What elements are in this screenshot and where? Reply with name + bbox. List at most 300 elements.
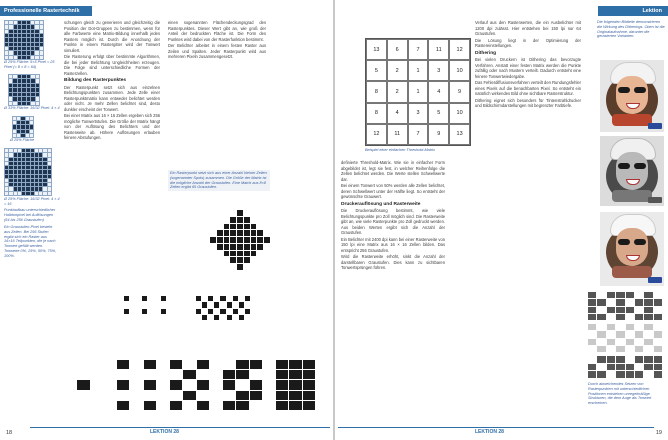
pattern-cell	[230, 251, 236, 257]
pattern-cell	[245, 296, 250, 301]
pattern-cell	[263, 360, 275, 369]
pattern-cell	[210, 370, 222, 379]
swatch-cell	[626, 292, 634, 298]
pattern-cell	[117, 401, 129, 410]
dot-cell	[26, 187, 29, 190]
left-page-number: 18	[6, 430, 13, 436]
pattern-cell	[230, 217, 236, 223]
pattern-cell	[157, 380, 169, 389]
dither-swatch-light	[588, 324, 662, 352]
swatch-cell	[597, 346, 605, 352]
swatch-cell	[654, 324, 662, 330]
dot-cell	[17, 125, 20, 128]
dot-cell	[18, 179, 21, 182]
swatch-cell	[644, 339, 652, 345]
dot-cell	[43, 162, 46, 165]
dot-cell	[35, 166, 38, 169]
pattern-cell	[276, 391, 288, 400]
dot-cell	[43, 175, 46, 178]
pattern-cell	[117, 391, 129, 400]
pattern-cell	[210, 217, 216, 223]
dot-cell	[35, 34, 38, 37]
pattern-cell	[130, 391, 142, 400]
swatch-cell	[597, 356, 605, 363]
pattern-cell	[142, 296, 147, 301]
pattern-cell	[276, 360, 288, 369]
pattern-cell	[244, 230, 250, 236]
dot-cell	[17, 121, 20, 124]
matrix-cell: 8	[366, 103, 387, 124]
dot-cell	[13, 75, 16, 78]
dot-cell	[40, 43, 43, 46]
pattern-cell	[117, 360, 129, 369]
pattern-cell	[224, 244, 230, 250]
matrix-cell: 9	[428, 124, 449, 145]
pattern-cell	[251, 210, 257, 216]
matrix-cell: 10	[449, 103, 470, 124]
dot-cell	[22, 34, 25, 37]
dot-cell	[13, 84, 16, 87]
dot-cell	[31, 79, 34, 82]
dot-cell	[43, 187, 46, 190]
pattern-cell	[257, 217, 263, 223]
dot-cell	[22, 30, 25, 33]
pattern-cell	[227, 315, 232, 320]
pattern-cell	[64, 401, 76, 410]
pattern-cell	[144, 401, 156, 410]
pattern-cell	[236, 380, 248, 389]
dot-cell	[31, 187, 34, 190]
dot-cell	[5, 47, 8, 50]
dot-cell	[35, 21, 38, 24]
swatch-cell	[626, 314, 634, 320]
pattern-cell	[250, 370, 262, 379]
pattern-cell	[245, 302, 250, 307]
swatch-cell	[607, 364, 615, 371]
swatch-cell	[588, 314, 596, 320]
pattern-cell	[233, 315, 238, 320]
pattern-cell	[217, 257, 223, 263]
dot-cell	[36, 97, 39, 100]
pattern-cell	[257, 264, 263, 270]
right-text-column-1	[341, 160, 445, 272]
pattern-cell	[276, 370, 288, 379]
pattern-cell	[148, 309, 153, 314]
swatch-cell	[635, 356, 643, 363]
pattern-cell	[239, 302, 244, 307]
dot-cell	[30, 134, 33, 137]
dot-cell	[40, 38, 43, 41]
dot-cell	[18, 166, 21, 169]
swatch-cell	[626, 346, 634, 352]
dot-cell	[18, 75, 21, 78]
dot-cell	[9, 166, 12, 169]
matrix-cell: 8	[366, 81, 387, 102]
dot-cell	[14, 21, 17, 24]
pattern-cell	[208, 315, 213, 320]
halftone-pattern-checker	[196, 296, 250, 320]
paragraph: Der Rasterpunkt setzt sich aus einzelnen Belichtungspunkten zusammen. Jede Zelle einer Rasterpunktmatrix kann entweder belichtet werden oder nicht. Je mehr Zellen belichtet sind, desto dunkler erscheint der Tonwert.	[64, 84, 160, 112]
pattern-cell	[257, 224, 263, 230]
dot-cell	[14, 162, 17, 165]
section-heading: Druckerauflösung und Rasterweite	[341, 201, 421, 207]
swatch-cell	[654, 371, 662, 378]
dot-cell	[26, 175, 29, 178]
swatch-cell	[607, 356, 615, 363]
paragraph: Die Druckerauflösung bestimmt, wie viele Belichtungspunkte pro Zoll möglich sind. Die Rasterweite gibt an, wie viele Rasterpunkte pro Zoll gedruckt werden. Aus beiden Werten ergibt sich die Anzahl der Graustufen.	[341, 208, 445, 235]
dot-cell	[5, 175, 8, 178]
pattern-cell	[276, 380, 288, 389]
dot-cell	[9, 97, 12, 100]
pattern-cell	[64, 380, 76, 389]
pattern-cell	[289, 360, 301, 369]
pattern-cell	[250, 401, 262, 410]
pattern-cell	[170, 370, 182, 379]
matrix-cell: 11	[387, 124, 408, 145]
dither-swatch-mid	[588, 356, 662, 378]
pattern-cell	[148, 302, 153, 307]
dot-cell	[17, 130, 20, 133]
dot-cell	[43, 153, 46, 156]
pattern-cell	[257, 237, 263, 243]
pattern-cell	[136, 309, 141, 314]
dot-cell	[39, 192, 42, 195]
dot-cell	[39, 175, 42, 178]
dot-cell	[18, 158, 21, 161]
matrix-cell: 4	[428, 81, 449, 102]
matrix-cell: 11	[428, 39, 449, 60]
dot-cell	[22, 162, 25, 165]
dot-cell	[35, 162, 38, 165]
swatch-cell	[616, 339, 624, 345]
dot-cell	[31, 175, 34, 178]
dot-cell	[18, 30, 21, 33]
portrait-photo-dithered	[600, 212, 664, 286]
pattern-cell	[223, 360, 235, 369]
pattern-cell	[289, 391, 301, 400]
swatch-cell	[588, 292, 596, 298]
pattern-cell	[251, 224, 257, 230]
matrix-cell: 13	[366, 39, 387, 60]
dot-cell	[22, 75, 25, 78]
dot-cell	[18, 102, 21, 105]
pattern-cell	[173, 296, 178, 301]
pattern-cell	[202, 296, 207, 301]
pattern-cell	[130, 360, 142, 369]
pattern-cell	[230, 237, 236, 243]
dot-cell	[9, 75, 12, 78]
matrix-cell: 13	[449, 124, 470, 145]
paragraph: einen sogenannten Flächendeckungsgrad des Rasterpunktes. Dieser Wert gibt an, wie groß der Anteil der bedruckten Fläche ist. Die Form des Punktes wird dabei von der Rasterfunktion bestimmt.	[168, 20, 266, 42]
dot-cell	[39, 187, 42, 190]
pattern-cell	[244, 257, 250, 263]
dot-cell	[9, 88, 12, 91]
pattern-cell	[236, 401, 248, 410]
dither-caption: Durch abweichendes Setzen von Rasterpunkten mit unterschiedlichen Positionen entstehen unregelmäßige Strukturen, die dem Auge als Tonwert erscheinen.	[588, 382, 652, 406]
dot-cell	[39, 166, 42, 169]
pattern-cell	[161, 296, 166, 301]
dot-cell	[35, 183, 38, 186]
dot-cell	[9, 175, 12, 178]
swatch-cell	[607, 299, 615, 305]
pattern-cell	[161, 302, 166, 307]
swatch-cell	[588, 364, 596, 371]
dot-cell	[22, 47, 25, 50]
dot-cell	[5, 25, 8, 28]
pattern-cell	[264, 257, 270, 263]
dot-cell	[39, 183, 42, 186]
pattern-cell	[257, 230, 263, 236]
pattern-cell	[237, 217, 243, 223]
dot-cell	[22, 153, 25, 156]
pattern-cell	[316, 380, 328, 389]
dot-cell	[9, 187, 12, 190]
pattern-cell	[244, 224, 250, 230]
pattern-cell	[217, 230, 223, 236]
pattern-cell	[316, 401, 328, 410]
swatch-cell	[644, 299, 652, 305]
swatch-cell	[588, 371, 596, 378]
dot-cell	[31, 158, 34, 161]
pattern-cell	[183, 401, 195, 410]
matrix-info-caption: Ein Rasterpunkt setzt sich aus einer Anzahl kleiner Zellen (sogenannter Spots) zusammen. Die Größe der Matrix ist die mögliche Anzahl der Graustufen. Eine Matrix aus 8×8 Zellen ergibt 65 Graustufen.	[168, 170, 270, 191]
dot-cell	[22, 170, 25, 173]
pattern-cell	[224, 217, 230, 223]
dot-cell	[9, 158, 12, 161]
dot-cell	[39, 153, 42, 156]
pattern-cell	[197, 360, 209, 369]
dot-cell	[13, 125, 16, 128]
dot-cell	[31, 34, 34, 37]
dot-cell	[21, 117, 24, 120]
pattern-cell	[91, 391, 103, 400]
dot-cell	[18, 88, 21, 91]
logo	[648, 123, 662, 129]
dot-cell	[9, 38, 12, 41]
pattern-cell	[217, 210, 223, 216]
pattern-cell	[223, 370, 235, 379]
dot-cell	[22, 158, 25, 161]
dot-cell	[48, 162, 51, 165]
dot-cell	[27, 88, 30, 91]
dot-cell	[9, 79, 12, 82]
pattern-cell	[316, 391, 328, 400]
dot-cell	[9, 153, 12, 156]
dot-cell	[5, 170, 8, 173]
matrix-cell: 3	[428, 60, 449, 81]
dot-cell	[43, 179, 46, 182]
pattern-cell	[173, 302, 178, 307]
pattern-cell	[136, 302, 141, 307]
swatch-cell	[635, 331, 643, 337]
pattern-cell	[237, 257, 243, 263]
paragraph: Die Rasterung erfolgt über bestimmte Algorithmen, die bei jeder Belichtung Ungleichheiten erzeugen. Die Folge sind unterschiedliche Formen der Rasterzellen.	[64, 54, 160, 76]
dot-cell	[26, 192, 29, 195]
dot-cell	[31, 166, 34, 169]
pattern-cell	[167, 309, 172, 314]
pattern-cell	[230, 244, 236, 250]
dot-cell	[5, 149, 8, 152]
dot-cell	[26, 162, 29, 165]
dot-cell	[14, 179, 17, 182]
pattern-cell	[236, 370, 248, 379]
pattern-cell	[142, 309, 147, 314]
dot-cell	[31, 84, 34, 87]
dot-cell	[43, 158, 46, 161]
swatch-cell	[635, 299, 643, 305]
swatch-cell	[644, 307, 652, 313]
pattern-cell	[244, 251, 250, 257]
dot-cell	[31, 38, 34, 41]
swatch-cell	[654, 339, 662, 345]
pattern-cell	[264, 210, 270, 216]
pattern-cell	[77, 380, 89, 389]
pattern-cell	[170, 360, 182, 369]
dot-cell	[27, 51, 30, 54]
dot-cell	[39, 149, 42, 152]
pattern-cell	[130, 370, 142, 379]
pattern-cell	[155, 309, 160, 314]
pattern-cell	[124, 309, 129, 314]
dot-cell	[26, 166, 29, 169]
pattern-cell	[104, 391, 116, 400]
pattern-cell	[167, 315, 172, 320]
dot-cell	[26, 130, 29, 133]
pattern-cell	[244, 217, 250, 223]
dot-cell	[30, 117, 33, 120]
pattern-cell	[257, 244, 263, 250]
dot-cell	[18, 21, 21, 24]
pattern-cell	[155, 296, 160, 301]
section-heading: Dithering	[475, 50, 497, 56]
halftone-dot-medium	[8, 74, 40, 106]
dot-cell	[35, 38, 38, 41]
dot-cell	[9, 25, 12, 28]
pattern-cell	[217, 251, 223, 257]
right-footer-line	[338, 427, 654, 428]
pattern-cell	[223, 380, 235, 389]
dot-cell	[5, 166, 8, 169]
dot-cell	[9, 43, 12, 46]
dot-cell	[9, 149, 12, 152]
pattern-cell	[224, 230, 230, 236]
matrix-cell: 3	[408, 103, 429, 124]
paragraph: Verlauf aus den Rasterwerten, die ein Ausbelichter mit 1200 dpi zulässt. Hier entstehen bei 150 lpi nur 64 Graustufen.	[475, 20, 581, 36]
pattern-cell	[217, 237, 223, 243]
dot-cell	[22, 21, 25, 24]
dot-cell	[18, 149, 21, 152]
dot-cell	[27, 102, 30, 105]
dot-cell	[27, 79, 30, 82]
paragraph: Ein Belichter mit 2400 dpi kann bei einer Rasterweite von 150 lpi eine Matrix aus 16 × 16 Zellen bilden. Das entspricht 256 Graustufen.	[341, 236, 445, 253]
dot-cell	[17, 117, 20, 120]
swatch-cell	[588, 339, 596, 345]
swatch-cell	[635, 324, 643, 330]
pattern-cell	[230, 264, 236, 270]
swatch-cell	[597, 299, 605, 305]
pattern-cell	[124, 296, 129, 301]
pattern-cell	[289, 401, 301, 410]
swatch-cell	[607, 307, 615, 313]
right-header-title: Lektion	[642, 8, 662, 14]
dot-caption-1: Ø 25% Fläche: 5×5 Pixel = 25 Pixel (= 8 × 8 = 64)	[4, 60, 55, 69]
dot-cell	[18, 93, 21, 96]
matrix-cell: 12	[449, 39, 470, 60]
pattern-cell	[233, 309, 238, 314]
pattern-cell	[183, 380, 195, 389]
pattern-cell	[136, 296, 141, 301]
pattern-cell	[316, 360, 328, 369]
pattern-cell	[245, 309, 250, 314]
dot-cell	[22, 43, 25, 46]
pattern-cell	[264, 237, 270, 243]
matrix-cell: 2	[387, 60, 408, 81]
pattern-cell	[224, 237, 230, 243]
pattern-cell	[237, 244, 243, 250]
dot-cell	[36, 102, 39, 105]
dot-cell	[14, 158, 17, 161]
pattern-cell	[142, 302, 147, 307]
matrix-cell: 5	[366, 60, 387, 81]
matrix-cell: 1	[408, 60, 429, 81]
pattern-cell	[263, 380, 275, 389]
dot-cell	[5, 162, 8, 165]
pattern-cell	[251, 230, 257, 236]
dot-cell	[13, 130, 16, 133]
dot-cell	[18, 187, 21, 190]
pattern-cell	[157, 370, 169, 379]
pattern-cell	[251, 264, 257, 270]
dot-cell	[35, 175, 38, 178]
dot-cell	[9, 47, 12, 50]
swatch-cell	[597, 339, 605, 345]
dot-cell	[40, 21, 43, 24]
matrix-cell: 4	[387, 103, 408, 124]
swatch-cell	[626, 324, 634, 330]
dot-cell	[9, 30, 12, 33]
pattern-cell	[91, 401, 103, 410]
dot-cell	[43, 149, 46, 152]
dot-cell	[22, 175, 25, 178]
pattern-cell	[264, 230, 270, 236]
dot-cell	[30, 125, 33, 128]
dot-cell	[9, 170, 12, 173]
dot-cell	[48, 179, 51, 182]
dot-cell	[27, 21, 30, 24]
paragraph: definierte Threshold-Matrix. Wie sie in einfacher Form abgebildet ist, legt sie fest, in welcher Reihenfolge die Zellen belichtet werden. Die Werte stellen Schwellwerte dar.	[341, 160, 445, 182]
dot-cell	[13, 97, 16, 100]
dot-cell	[40, 30, 43, 33]
pattern-cell	[210, 251, 216, 257]
pattern-cell	[220, 302, 225, 307]
dot-cell	[14, 47, 17, 50]
pattern-cell	[170, 391, 182, 400]
dot-cell	[31, 93, 34, 96]
paragraph: Wird die Rasterweite erhöht, sinkt die Anzahl der darstellbaren Graustufen. Dies kann zu sichtbaren Tonwertsprüngen führen.	[341, 254, 445, 270]
dot-caption-4: Ø 25% Fläche: 16/32 Pixel: 4 × 4 = 16	[4, 197, 60, 206]
dot-cell	[26, 121, 29, 124]
dot-cell	[36, 84, 39, 87]
pattern-cell	[303, 380, 315, 389]
swatch-cell	[597, 314, 605, 320]
dot-cell	[5, 38, 8, 41]
pattern-cell	[264, 264, 270, 270]
pattern-cell	[124, 315, 129, 320]
left-page	[0, 0, 333, 440]
dot-cell	[14, 183, 17, 186]
dot-cell	[13, 102, 16, 105]
swatch-cell	[616, 307, 624, 313]
